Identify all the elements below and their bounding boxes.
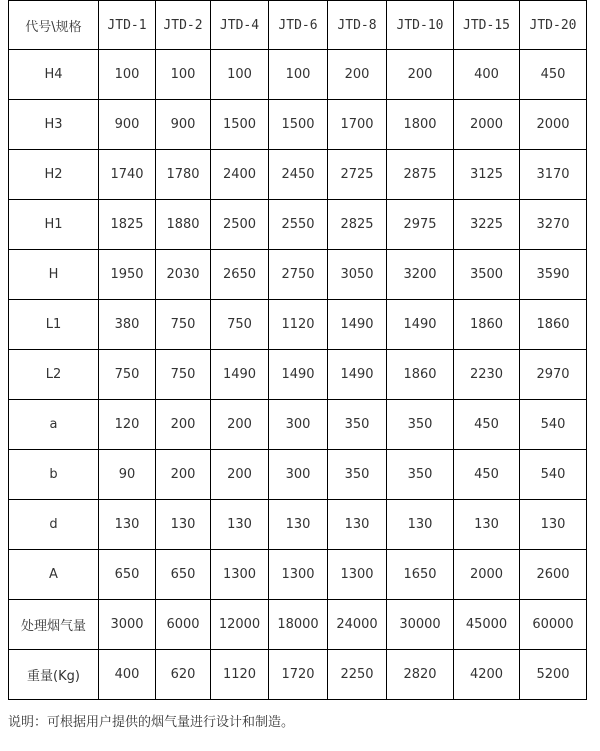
row-label-cell: L2 — [9, 350, 99, 400]
table-row — [9, 250, 587, 300]
value-cell: 650 — [99, 550, 156, 600]
value-cell: 1300 — [211, 550, 269, 600]
value-cell: 1780 — [156, 150, 211, 200]
value-cell: 5200 — [520, 650, 587, 700]
value-cell: 60000 — [520, 600, 587, 650]
value-cell: 2750 — [269, 250, 328, 300]
value-cell: 1860 — [454, 300, 520, 350]
row-label-cell: H — [9, 250, 99, 300]
value-cell: 3050 — [328, 250, 387, 300]
column-header-cell: JTD-15 — [454, 1, 520, 50]
value-cell: 350 — [387, 400, 454, 450]
value-cell: 2000 — [454, 100, 520, 150]
value-cell: 2550 — [269, 200, 328, 250]
value-cell: 2825 — [328, 200, 387, 250]
row-label-cell: 处理烟气量 — [9, 600, 99, 650]
value-cell: 100 — [156, 50, 211, 100]
value-cell: 24000 — [328, 600, 387, 650]
table-row — [9, 200, 587, 250]
value-cell: 450 — [520, 50, 587, 100]
column-header-cell: JTD-6 — [269, 1, 328, 50]
value-cell: 6000 — [156, 600, 211, 650]
value-cell: 540 — [520, 400, 587, 450]
value-cell: 1500 — [269, 100, 328, 150]
value-cell: 1300 — [328, 550, 387, 600]
table-row — [9, 150, 587, 200]
value-cell: 350 — [328, 400, 387, 450]
table-row — [9, 350, 587, 400]
value-cell: 450 — [454, 400, 520, 450]
value-cell: 2230 — [454, 350, 520, 400]
value-cell: 1490 — [387, 300, 454, 350]
value-cell: 1650 — [387, 550, 454, 600]
value-cell: 12000 — [211, 600, 269, 650]
value-cell: 620 — [156, 650, 211, 700]
row-label-cell: 重量(Kg) — [9, 650, 99, 700]
value-cell: 650 — [156, 550, 211, 600]
value-cell: 350 — [387, 450, 454, 500]
table-row — [9, 550, 587, 600]
row-label-cell: d — [9, 500, 99, 550]
value-cell: 130 — [328, 500, 387, 550]
value-cell: 1720 — [269, 650, 328, 700]
value-cell: 1300 — [269, 550, 328, 600]
row-label-cell: H2 — [9, 150, 99, 200]
value-cell: 3200 — [387, 250, 454, 300]
value-cell: 130 — [520, 500, 587, 550]
value-cell: 2875 — [387, 150, 454, 200]
table-row — [9, 50, 587, 100]
value-cell: 200 — [156, 450, 211, 500]
table-row — [9, 100, 587, 150]
value-cell: 3590 — [520, 250, 587, 300]
header-row — [9, 1, 587, 50]
row-label-cell: L1 — [9, 300, 99, 350]
value-cell: 100 — [211, 50, 269, 100]
value-cell: 750 — [99, 350, 156, 400]
value-cell: 3125 — [454, 150, 520, 200]
value-cell: 1120 — [211, 650, 269, 700]
value-cell: 300 — [269, 450, 328, 500]
column-header-cell: JTD-10 — [387, 1, 454, 50]
value-cell: 200 — [328, 50, 387, 100]
value-cell: 2600 — [520, 550, 587, 600]
value-cell: 200 — [387, 50, 454, 100]
row-label-cell: H4 — [9, 50, 99, 100]
value-cell: 1860 — [387, 350, 454, 400]
value-cell: 300 — [269, 400, 328, 450]
value-cell: 2820 — [387, 650, 454, 700]
value-cell: 100 — [269, 50, 328, 100]
value-cell: 2450 — [269, 150, 328, 200]
value-cell: 130 — [211, 500, 269, 550]
value-cell: 130 — [454, 500, 520, 550]
value-cell: 3225 — [454, 200, 520, 250]
value-cell: 2650 — [211, 250, 269, 300]
value-cell: 2000 — [520, 100, 587, 150]
value-cell: 1880 — [156, 200, 211, 250]
column-header-cell: JTD-20 — [520, 1, 587, 50]
value-cell: 540 — [520, 450, 587, 500]
value-cell: 1500 — [211, 100, 269, 150]
value-cell: 130 — [99, 500, 156, 550]
value-cell: 200 — [211, 400, 269, 450]
corner-header-cell: 代号\规格 — [9, 1, 99, 50]
value-cell: 45000 — [454, 600, 520, 650]
value-cell: 1825 — [99, 200, 156, 250]
value-cell: 130 — [156, 500, 211, 550]
row-label-cell: H1 — [9, 200, 99, 250]
value-cell: 4200 — [454, 650, 520, 700]
column-header-cell: JTD-4 — [211, 1, 269, 50]
row-label-cell: a — [9, 400, 99, 450]
value-cell: 400 — [454, 50, 520, 100]
table-row — [9, 300, 587, 350]
value-cell: 1490 — [211, 350, 269, 400]
value-cell: 18000 — [269, 600, 328, 650]
value-cell: 1700 — [328, 100, 387, 150]
spec-table — [8, 0, 587, 700]
value-cell: 750 — [156, 300, 211, 350]
row-label-cell: A — [9, 550, 99, 600]
value-cell: 200 — [156, 400, 211, 450]
value-cell: 120 — [99, 400, 156, 450]
table-row — [9, 650, 587, 700]
value-cell: 3000 — [99, 600, 156, 650]
value-cell: 400 — [99, 650, 156, 700]
table-row — [9, 400, 587, 450]
value-cell: 1490 — [269, 350, 328, 400]
value-cell: 380 — [99, 300, 156, 350]
column-header-cell: JTD-8 — [328, 1, 387, 50]
value-cell: 2400 — [211, 150, 269, 200]
value-cell: 1120 — [269, 300, 328, 350]
value-cell: 30000 — [387, 600, 454, 650]
value-cell: 100 — [99, 50, 156, 100]
value-cell: 1740 — [99, 150, 156, 200]
value-cell: 2725 — [328, 150, 387, 200]
value-cell: 3270 — [520, 200, 587, 250]
value-cell: 750 — [156, 350, 211, 400]
value-cell: 2970 — [520, 350, 587, 400]
value-cell: 130 — [269, 500, 328, 550]
value-cell: 2500 — [211, 200, 269, 250]
table-row — [9, 500, 587, 550]
value-cell: 900 — [99, 100, 156, 150]
value-cell: 750 — [211, 300, 269, 350]
value-cell: 1800 — [387, 100, 454, 150]
value-cell: 1490 — [328, 350, 387, 400]
value-cell: 2975 — [387, 200, 454, 250]
spec-table-body — [9, 1, 587, 700]
value-cell: 1950 — [99, 250, 156, 300]
table-row — [9, 600, 587, 650]
value-cell: 1490 — [328, 300, 387, 350]
value-cell: 200 — [211, 450, 269, 500]
footnote: 说明：可根据用户提供的烟气量进行设计和制造。 — [8, 715, 295, 730]
value-cell: 2250 — [328, 650, 387, 700]
value-cell: 130 — [387, 500, 454, 550]
column-header-cell: JTD-2 — [156, 1, 211, 50]
value-cell: 3170 — [520, 150, 587, 200]
value-cell: 90 — [99, 450, 156, 500]
value-cell: 1860 — [520, 300, 587, 350]
row-label-cell: b — [9, 450, 99, 500]
value-cell: 3500 — [454, 250, 520, 300]
value-cell: 350 — [328, 450, 387, 500]
column-header-cell: JTD-1 — [99, 1, 156, 50]
value-cell: 900 — [156, 100, 211, 150]
row-label-cell: H3 — [9, 100, 99, 150]
value-cell: 450 — [454, 450, 520, 500]
table-row — [9, 450, 587, 500]
value-cell: 2030 — [156, 250, 211, 300]
value-cell: 2000 — [454, 550, 520, 600]
